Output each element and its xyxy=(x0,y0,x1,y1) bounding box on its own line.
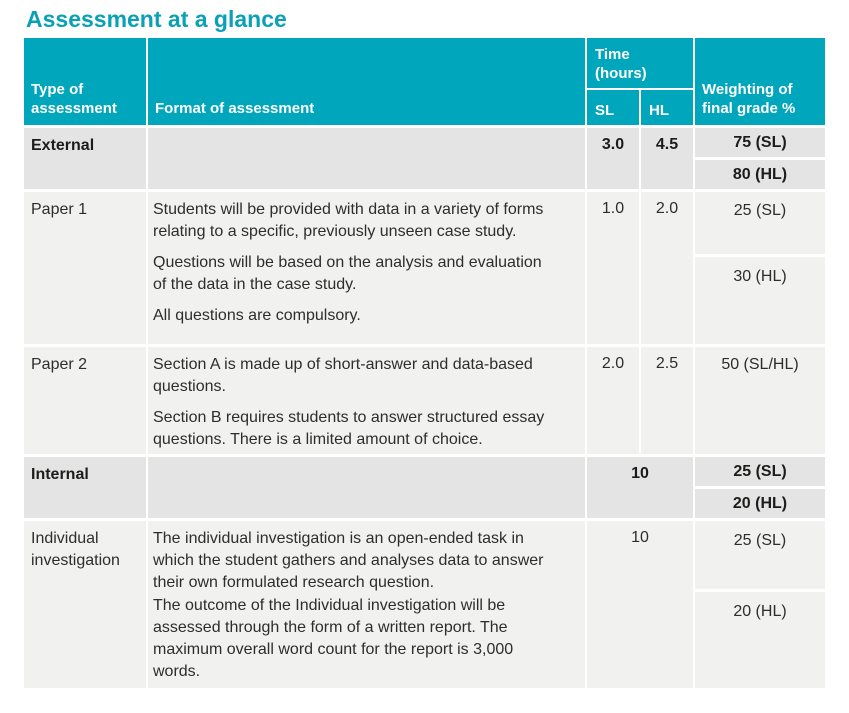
row-individual-weighting xyxy=(695,521,825,688)
header-time-label: Time (hours) xyxy=(595,46,647,82)
row-paper1-weight-hl: 30 (HL) xyxy=(695,257,825,344)
row-paper2-hl-hours: 2.5 xyxy=(641,347,693,454)
row-paper1-paragraph-1: Students will be provided with data in a variety of forms relating to a specific, previously unseen case study. xyxy=(153,201,544,240)
row-external-sl-hours: 3.0 xyxy=(587,128,639,189)
header-format-label: Format of assessment xyxy=(155,100,315,117)
row-internal-weight-hl: 20 (HL) xyxy=(695,489,825,518)
row-paper1-sl-hours: 1.0 xyxy=(587,192,639,344)
row-external-weight-sl: 75 (SL) xyxy=(695,128,825,157)
header-type-label: Type of assessment xyxy=(31,81,117,117)
header-time-group xyxy=(587,38,693,125)
row-paper2-type: Paper 2 xyxy=(24,347,146,454)
header-time-levels xyxy=(587,90,693,125)
header-time-hours xyxy=(587,38,693,88)
header-sl xyxy=(587,90,639,125)
header-weighting-label: Weighting of final grade % xyxy=(702,81,796,117)
assessment-table xyxy=(24,38,825,688)
header-hl-label: HL xyxy=(649,102,669,119)
row-paper1-weight-sl: 25 (SL) xyxy=(695,192,825,254)
row-paper1-paragraph-3: All questions are compulsory. xyxy=(153,307,361,324)
row-paper1-weighting xyxy=(695,192,825,344)
row-paper1-paragraph-2: Questions will be based on the analysis and evaluation of the data in the case study. xyxy=(153,254,542,293)
row-individual-hours: 10 xyxy=(587,521,693,688)
row-paper2-format xyxy=(148,347,585,454)
header-format-of-assessment xyxy=(148,38,585,125)
row-paper1-hl-hours: 2.0 xyxy=(641,192,693,344)
row-internal-weight-sl: 25 (SL) xyxy=(695,457,825,486)
row-external-type: External xyxy=(24,128,146,189)
row-individual-paragraph-1: The individual investigation is an open-ended task in which the student gathers and analyses data to answer their own formulated research question. xyxy=(153,530,544,591)
header-weighting xyxy=(695,38,825,125)
row-paper2-weighting: 50 (SL/HL) xyxy=(695,347,825,454)
row-paper1-type: Paper 1 xyxy=(24,192,146,344)
header-hl xyxy=(641,90,693,125)
row-internal-type: Internal xyxy=(24,457,146,518)
row-internal-weighting xyxy=(695,457,825,518)
row-paper2-sl-hours: 2.0 xyxy=(587,347,639,454)
row-external-format-empty xyxy=(148,128,585,189)
row-paper2-paragraph-1: Section A is made up of short-answer and data-based questions. xyxy=(153,356,533,395)
page-title: Assessment at a glance xyxy=(26,6,287,32)
row-paper1-format xyxy=(148,192,585,344)
row-internal-format-empty xyxy=(148,457,585,518)
row-paper2-paragraph-2: Section B requires students to answer structured essay questions. There is a limited amount of choice. xyxy=(153,409,545,448)
row-external-weight-hl: 80 (HL) xyxy=(695,160,825,189)
header-type-of-assessment xyxy=(24,38,146,125)
header-sl-label: SL xyxy=(595,102,615,119)
row-individual-weight-sl: 25 (SL) xyxy=(695,521,825,589)
row-individual-format xyxy=(148,521,585,688)
row-external-weighting xyxy=(695,128,825,189)
row-individual-type: Individual investigation xyxy=(24,521,146,688)
row-external-hl-hours: 4.5 xyxy=(641,128,693,189)
row-individual-weight-hl: 20 (HL) xyxy=(695,592,825,688)
row-internal-hours: 10 xyxy=(587,457,693,518)
row-individual-paragraph-2: The outcome of the Individual investigation will be assessed through the form of a written report. The maximum overall word count for the report is 3,000 words. xyxy=(153,597,514,680)
